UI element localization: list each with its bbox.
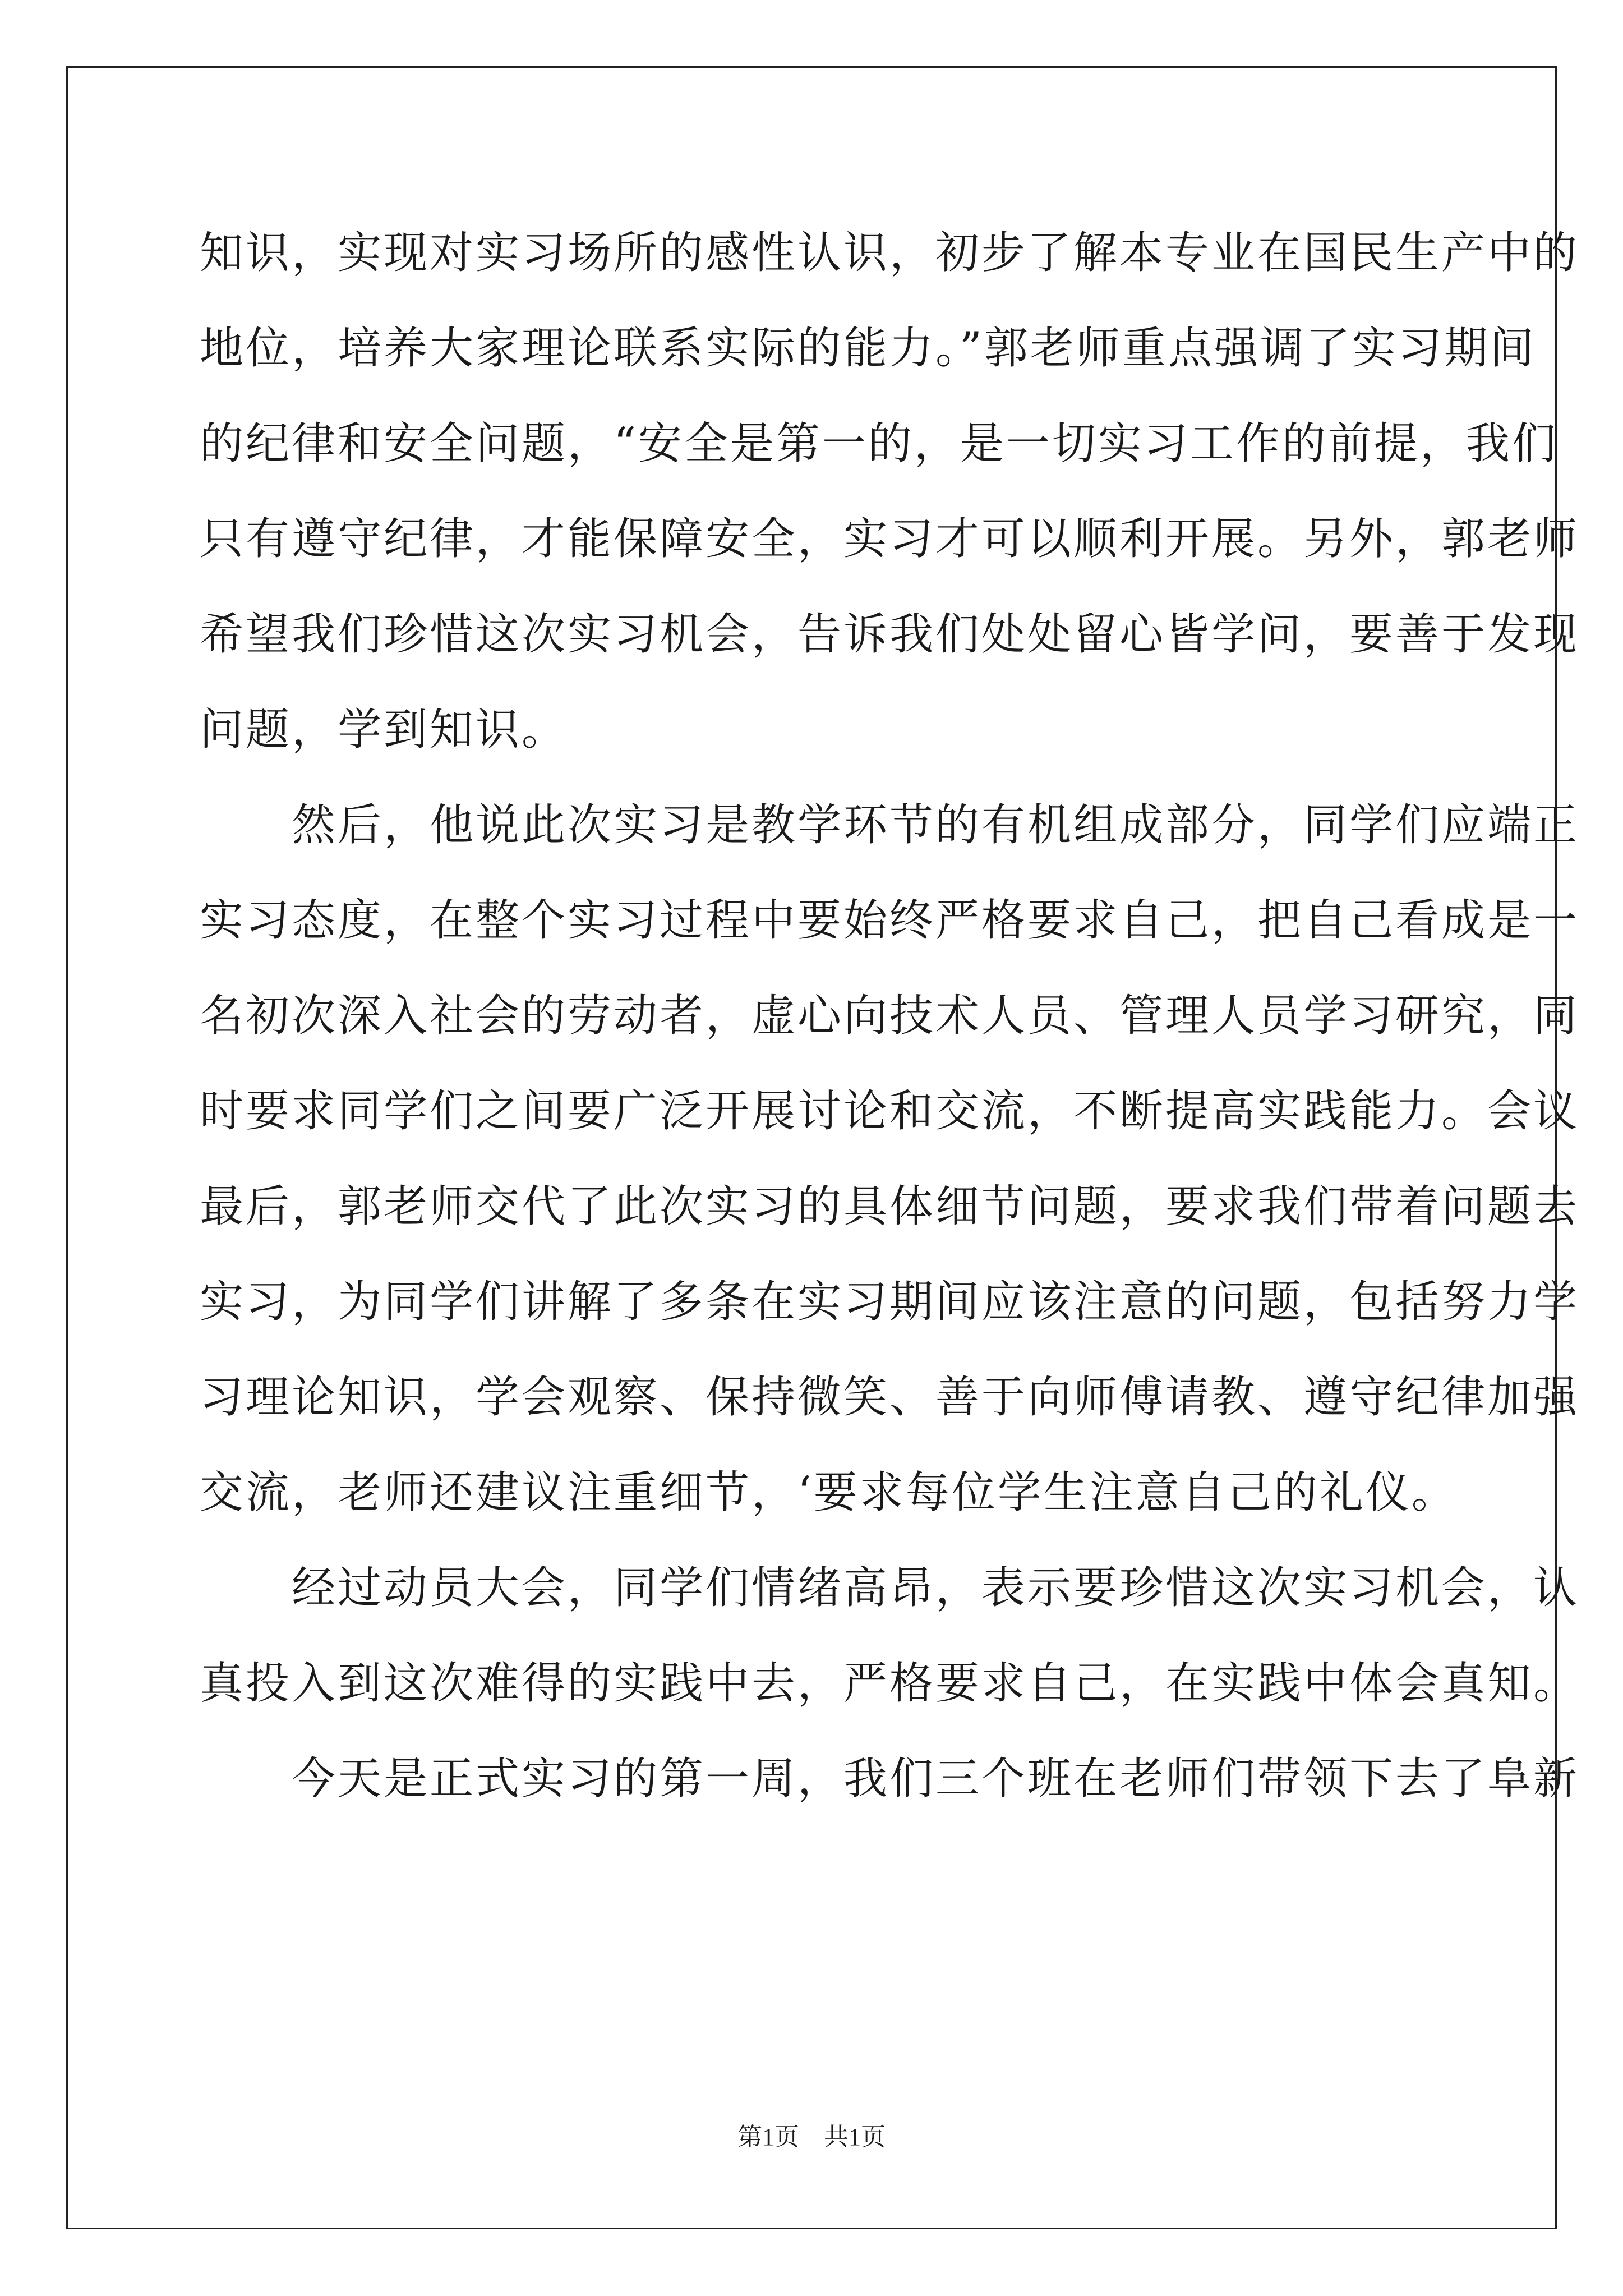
text-line: 实习，为同学们讲解了多条在实习期间应该注意的问题，包括努力学 — [200, 1277, 1580, 1327]
text-line: 交流，老师还建议注重细节，‘要求每位学生注意自己的礼仪。 — [200, 1467, 1458, 1518]
text-line: 经过动员大会，同学们情绪高昂，表示要珍惜这次实习机会，认 — [200, 1563, 1580, 1613]
document-body — [200, 222, 1580, 1843]
text-line: 习理论知识，学会观察、保持微笑、善于向师傅请教、遵守纪律加强 — [200, 1372, 1580, 1423]
text-line: 真投入到这次难得的实践中去，严格要求自己，在实践中体会真知。 — [200, 1658, 1580, 1709]
text-line: 地位，培养大家理论联系实际的能力。”郭老师重点强调了实习期间 — [200, 323, 1536, 374]
text-line: 希望我们珍惜这次实习机会，告诉我们处处留心皆学问，要善于发现 — [200, 609, 1580, 660]
page-number-footer: 第1页 共1页 — [737, 2123, 886, 2151]
text-line: 最后，郭老师交代了此次实习的具体细节问题，要求我们带着问题去 — [200, 1181, 1580, 1232]
text-line: 实习态度，在整个实习过程中要始终严格要求自己，把自己看成是一 — [200, 895, 1580, 946]
text-line: 然后，他说此次实习是教学环节的有机组成部分，同学们应端正 — [200, 800, 1580, 850]
text-line: 时要求同学们之间要广泛开展讨论和交流，不断提高实践能力。会议 — [200, 1086, 1580, 1137]
text-line: 知识，实现对实习场所的感性认识，初步了解本专业在国民生产中的 — [200, 228, 1580, 278]
text-line: 今天是正式实习的第一周，我们三个班在老师们带领下去了阜新 — [200, 1754, 1580, 1804]
text-line: 的纪律和安全问题，“安全是第一的，是一切实习工作的前提，我们 — [200, 418, 1558, 469]
text-line: 只有遵守纪律，才能保障安全，实习才可以顺利开展。另外，郭老师 — [200, 514, 1580, 564]
text-line: 名初次深入社会的劳动者，虚心向技术人员、管理人员学习研究，同 — [200, 991, 1580, 1041]
text-line: 问题，学到知识。 — [200, 705, 568, 755]
